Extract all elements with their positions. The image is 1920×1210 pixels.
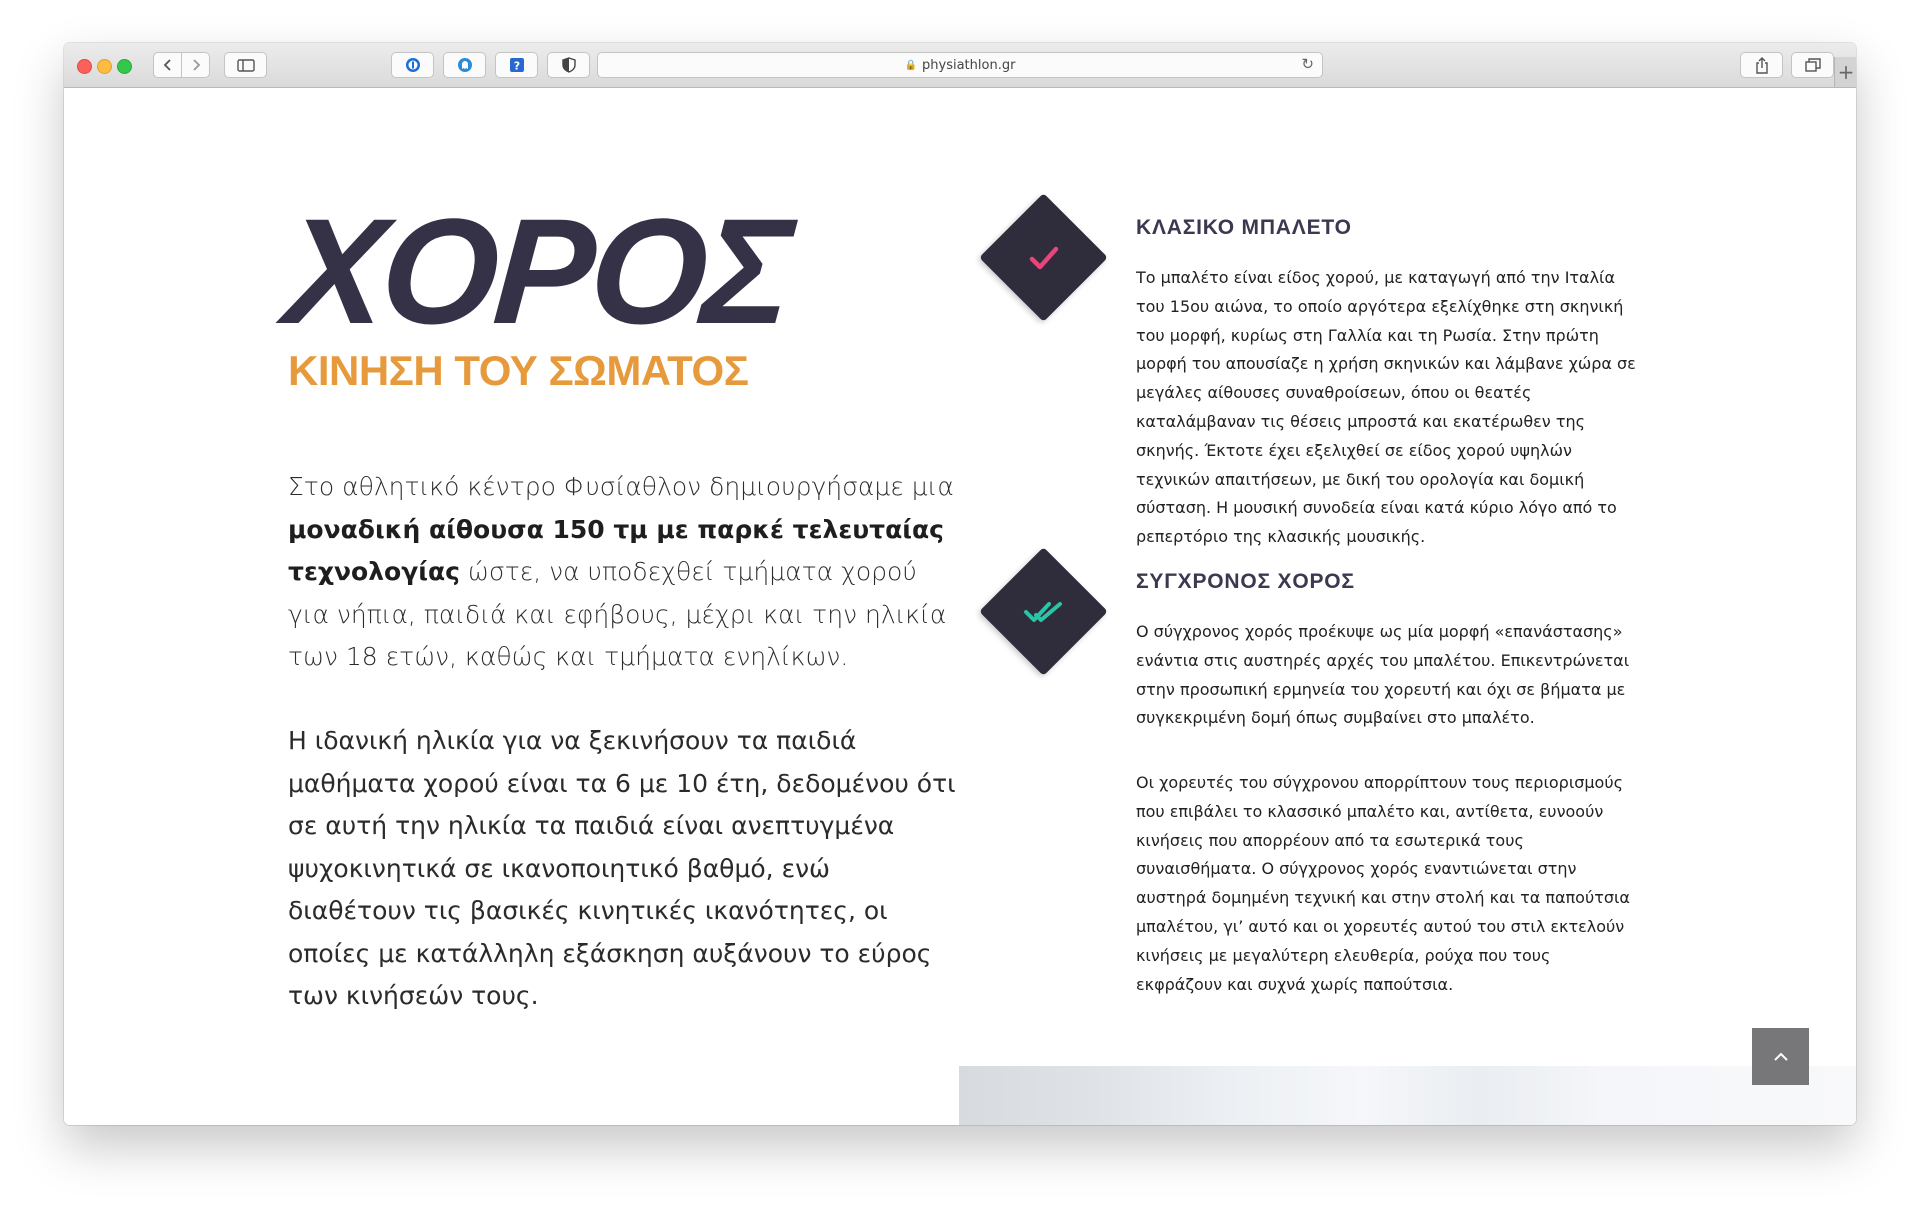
classic-ballet-text: Το μπαλέτο είναι είδος χορού, με καταγωγή από την Ιταλία του 15ου αιώνα, το οποίο αργότερα εξελίχθηκε στη σκηνική του μορφή, κυρίως στη Γαλλία και τη Ρωσία. Στην πρώτη μορφή του απουσίαζε η χρήση σκηνικών και λάμβανε χώρα σε μεγάλες αίθουσες συναθροίσεων, όπου οι θεατές καταλάμβαναν τις θέσεις μπροστά και εκατέρωθεν της σκηνής. Έκτοτε έχει εξελιχθεί σε είδος χορού υψηλών τεχνικών απαιτήσεων, με δική του ορολογία και δομική σύσταση. Η μουσική συνοδεία είναι κατά κύριο λόγο από το ρεπερτόριο της κλασικής μουσικής.: [1136, 268, 1636, 547]
extension-privacy-button[interactable]: [547, 52, 590, 78]
address-text: physiathlon.gr: [922, 57, 1016, 73]
question-mark-icon: [509, 57, 525, 73]
check-icon: [1016, 230, 1072, 286]
page-title: ΧΟΡΟΣ: [280, 187, 794, 355]
extension-help-button[interactable]: [495, 52, 538, 78]
new-tab-button[interactable]: [1834, 57, 1856, 87]
close-window-button[interactable]: [77, 59, 92, 74]
modern-dance-title: ΣΥΓΧΡΟΝΟΣ ΧΟΡΟΣ: [1136, 570, 1355, 593]
zoom-window-button[interactable]: [117, 59, 132, 74]
page-content: [64, 88, 1856, 1125]
minimize-window-button[interactable]: [97, 59, 112, 74]
lock-icon: 🔒: [904, 59, 918, 71]
forward-button[interactable]: [181, 52, 210, 78]
svg-text:?: ?: [513, 59, 520, 73]
chevron-right-icon: [191, 58, 201, 72]
shield-icon: [562, 57, 576, 73]
section-image-strip: [959, 1066, 1856, 1125]
chevron-left-icon: [163, 58, 173, 72]
share-button[interactable]: [1740, 52, 1783, 78]
double-check-icon: [1016, 584, 1072, 640]
modern-dance-text-1: Ο σύγχρονος χορός προέκυψε ως μία μορφή «επανάστασης» ενάντια στις αυστηρές αρχές του μπαλέτου. Επικεντρώνεται στην προσωπική ερμηνεία του χορευτή και όχι σε βήματα με συγκεκριμένη δομή όπως συμβαίνει στο μπαλέτο.: [1136, 622, 1630, 728]
ghost-icon: [457, 57, 473, 73]
age-paragraph: Η ιδανική ηλικία για να ξεκινήσουν τα παιδιά μαθήματα χορού είναι τα 6 με 10 έτη, δεδομένου ότι σε αυτή την ηλικία τα παιδιά είναι ανεπτυγμένα ψυχοκινητικά σε ικανοποιητικό βαθμό, ενώ διαθέτουν τις βασικές κινητικές ικανότητες, οι οποίες με κατάλληλη εξάσκηση αυξάνουν το εύρος των κινήσεών τους.: [288, 726, 956, 1010]
reload-icon[interactable]: ↻: [1301, 55, 1314, 73]
password-key-icon: [405, 57, 421, 73]
intro-highlight: μοναδική αίθουσα 150 τμ με παρκέ τελευταίας τεχνολογίας: [288, 514, 944, 586]
plus-icon: +: [1837, 60, 1855, 84]
page-subtitle: ΚΙΝΗΣΗ ΤΟΥ ΣΩΜΑΤΟΣ: [288, 347, 749, 394]
tabs-overview-button[interactable]: [1791, 52, 1834, 78]
modern-dance-text-2: Οι χορευτές του σύγχρονου απορρίπτουν τους περιορισμούς που επιβάλει το κλασσικό μπαλέτο και, αντίθετα, ευνοούν κινήσεις που απορρέουν από τα εσωτερικά τους συναισθήματα. Ο σύγχρονος χορός εναντιώνεται στην αυστηρά δομημένη τεχνική και στην στολή και τα παπούτσια μπαλέτου, γι’ αυτό και οι χορευτές αυτού του στιλ εκτελούν κινήσεις με μεγαλύτερη ελευθερία, ρούχα που τους εκφράζουν και συχνά χωρίς παπούτσια.: [1136, 773, 1630, 994]
back-button[interactable]: [153, 52, 182, 78]
sidebar-icon: [237, 59, 255, 72]
intro-paragraph: [288, 466, 958, 679]
intro-text-end: ώστε, να υποδεχθεί τμήματα χορού για νήπια, παιδιά και εφήβους, μέχρι και την ηλικία των 18 ετών, καθώς και τμήματα ενηλίκων.: [288, 557, 947, 671]
extension-ghostery-button[interactable]: [443, 52, 486, 78]
scroll-to-top-button[interactable]: [1752, 1028, 1809, 1085]
browser-window: [64, 43, 1856, 1125]
address-bar[interactable]: [597, 52, 1323, 78]
classic-ballet-title: ΚΛΑΣΙΚΟ ΜΠΑΛΕΤΟ: [1136, 216, 1352, 239]
share-icon: [1755, 57, 1769, 74]
extension-1password-button[interactable]: [391, 52, 434, 78]
sidebar-button[interactable]: [224, 52, 267, 78]
browser-toolbar: [64, 43, 1856, 88]
intro-text-start: Στο αθλητικό κέντρο Φυσίαθλον δημιουργήσαμε μια: [288, 472, 954, 501]
tabs-icon: [1805, 58, 1821, 72]
chevron-up-icon: [1773, 1052, 1789, 1062]
